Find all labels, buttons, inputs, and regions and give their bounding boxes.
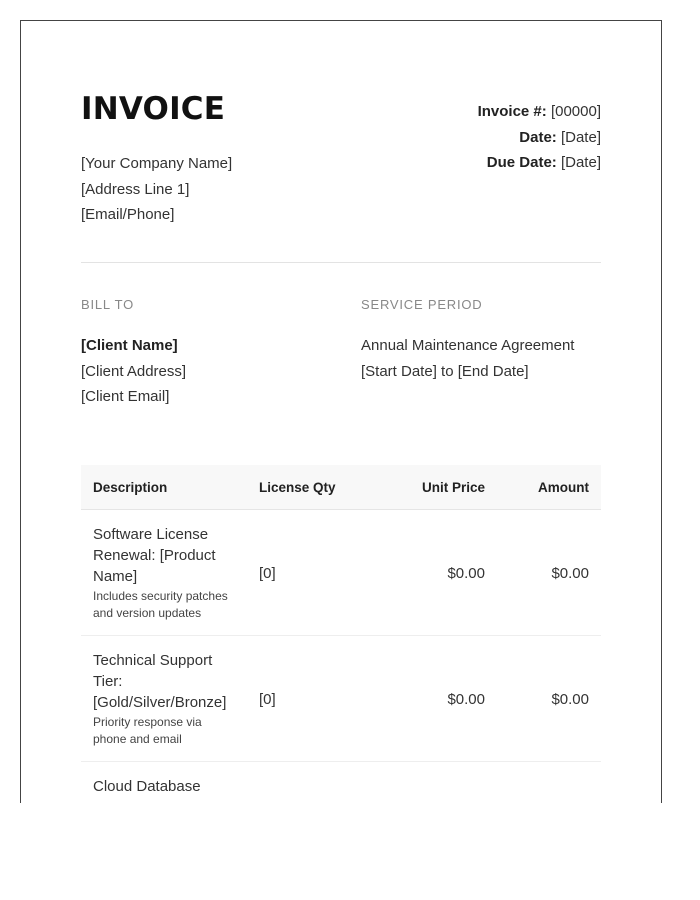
invoice-title: INVOICE (81, 91, 226, 127)
item-title: Technical Support Tier: [Gold/Silver/Bronze] (93, 652, 227, 711)
item-qty (247, 762, 371, 804)
service-period-label: SERVICE PERIOD (361, 297, 483, 312)
company-address: [Address Line 1] (81, 180, 190, 198)
due-date-value: [Date] (560, 154, 601, 171)
item-qty: [0] (247, 510, 371, 636)
item-unit-price (371, 762, 497, 804)
bill-to-block (81, 333, 186, 410)
item-amount: $0.00 (497, 510, 601, 636)
invoice-date-line (478, 125, 601, 151)
company-name: [Your Company Name] (81, 155, 233, 172)
item-unit-price: $0.00 (371, 510, 497, 636)
item-title: Software License Renewal: [Product Name] (93, 526, 216, 585)
header-divider (81, 262, 601, 263)
header-unit-price: Unit Price (371, 465, 497, 510)
service-period-block (361, 333, 574, 384)
service-agreement: Annual Maintenance Agreement (361, 337, 575, 354)
item-qty: [0] (247, 636, 371, 762)
header-amount: Amount (497, 465, 601, 510)
item-description-cell (81, 762, 247, 804)
item-description-cell (81, 636, 247, 762)
header-description: Description (81, 465, 247, 510)
invoice-date-label: Date: (519, 128, 557, 146)
bill-to-label: BILL TO (81, 297, 135, 312)
invoice-number-line (478, 99, 601, 125)
item-note: Priority response via phone and email (93, 715, 202, 746)
client-email: [Client Email] (81, 388, 170, 405)
invoice-page (20, 20, 662, 803)
invoice-date-value: [Date] (560, 128, 601, 146)
table-header-row (81, 465, 601, 510)
company-info (81, 151, 232, 228)
table-row (81, 762, 601, 804)
service-range: [Start Date] to [End Date] (361, 362, 529, 380)
company-contact: [Email/Phone] (81, 206, 175, 223)
item-title: Cloud Database (93, 778, 201, 795)
due-date-line (478, 150, 601, 176)
item-unit-price: $0.00 (371, 636, 497, 762)
due-date-label: Due Date: (486, 154, 557, 171)
table-row (81, 510, 601, 636)
item-description-cell (81, 510, 247, 636)
item-note: Includes security patches and version updates (93, 589, 228, 620)
invoice-number-value: [00000] (550, 103, 601, 120)
client-address: [Client Address] (81, 362, 187, 380)
table-row (81, 636, 601, 762)
header-license-qty: License Qty (247, 465, 371, 510)
invoice-number-label: Invoice #: (477, 103, 547, 120)
item-amount (497, 762, 601, 804)
client-name: [Client Name] (81, 337, 178, 354)
line-items-table (81, 465, 601, 803)
item-amount: $0.00 (497, 636, 601, 762)
invoice-meta (478, 99, 601, 176)
